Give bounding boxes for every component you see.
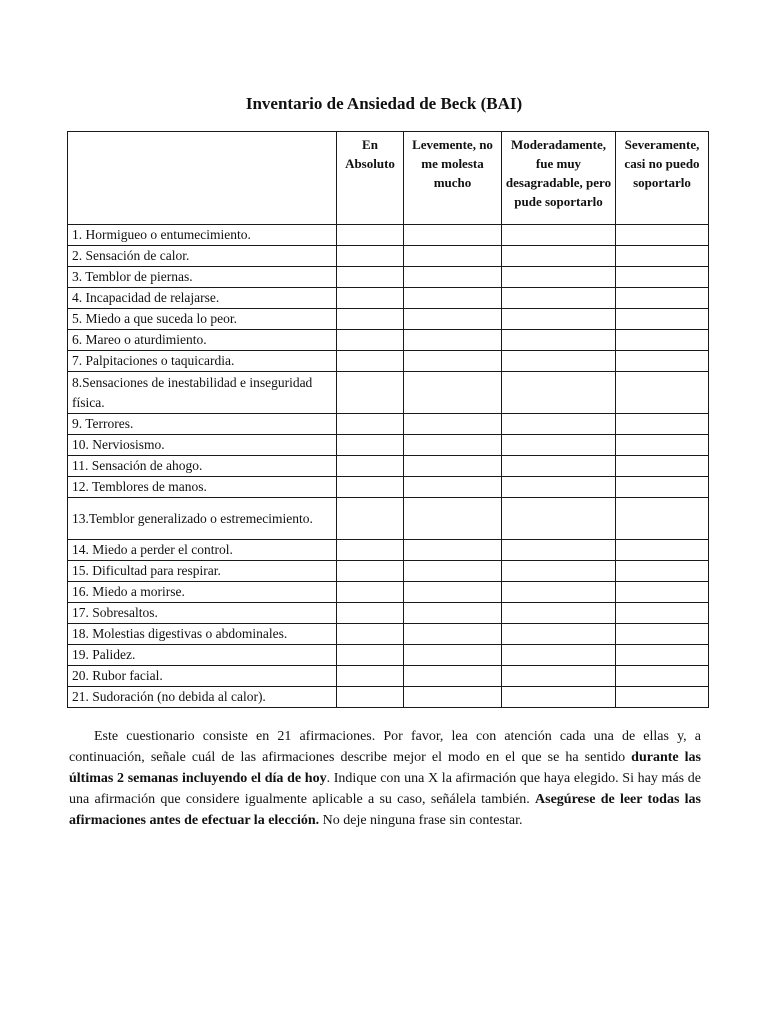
table-row <box>68 687 709 708</box>
answer-cell-moderadamente[interactable] <box>502 435 616 456</box>
document-title: Inventario de Ansiedad de Beck (BAI) <box>245 94 523 113</box>
item-label: 9. Terrores. <box>68 414 337 435</box>
answer-cell-en-absoluto[interactable] <box>337 624 404 645</box>
column-header-levemente: Levemente, no me molesta mucho <box>404 132 502 225</box>
answer-cell-en-absoluto[interactable] <box>337 498 404 540</box>
answer-cell-levemente[interactable] <box>404 246 502 267</box>
item-label: 1. Hormigueo o entumecimiento. <box>68 225 337 246</box>
answer-cell-en-absoluto[interactable] <box>337 603 404 624</box>
instructions-paragraph <box>69 726 701 831</box>
answer-cell-en-absoluto[interactable] <box>337 414 404 435</box>
table-row <box>68 645 709 666</box>
answer-cell-en-absoluto[interactable] <box>337 372 404 414</box>
table-row <box>68 435 709 456</box>
instructions-bold-period: durante las últimas 2 semanas incluyendo el día de hoy <box>69 750 701 786</box>
answer-cell-moderadamente[interactable] <box>502 582 616 603</box>
answer-cell-moderadamente[interactable] <box>502 351 616 372</box>
answer-cell-en-absoluto[interactable] <box>337 561 404 582</box>
answer-cell-levemente[interactable] <box>404 624 502 645</box>
answer-cell-levemente[interactable] <box>404 498 502 540</box>
answer-cell-moderadamente[interactable] <box>502 603 616 624</box>
answer-cell-en-absoluto[interactable] <box>337 288 404 309</box>
answer-cell-levemente[interactable] <box>404 372 502 414</box>
answer-cell-levemente[interactable] <box>404 414 502 435</box>
answer-cell-severamente[interactable] <box>616 477 709 498</box>
answer-cell-severamente[interactable] <box>616 288 709 309</box>
table-row <box>68 582 709 603</box>
item-label: 19. Palidez. <box>68 645 337 666</box>
answer-cell-severamente[interactable] <box>616 666 709 687</box>
table-row <box>68 288 709 309</box>
answer-cell-en-absoluto[interactable] <box>337 666 404 687</box>
answer-cell-levemente[interactable] <box>404 561 502 582</box>
table-row <box>68 246 709 267</box>
answer-cell-moderadamente[interactable] <box>502 666 616 687</box>
answer-cell-moderadamente[interactable] <box>502 288 616 309</box>
instructions-text-1: Este cuestionario consiste en 21 afirmaciones. Por favor, lea con atención cada una de ellas y, a continuación, señale cuál de las afirmaciones describe mejor el modo en el que se ha sentido <box>69 729 701 765</box>
table-row <box>68 456 709 477</box>
answer-cell-moderadamente[interactable] <box>502 687 616 708</box>
instructions-text-3: No deje ninguna frase sin contestar. <box>319 813 523 828</box>
answer-cell-moderadamente[interactable] <box>502 267 616 288</box>
answer-cell-severamente[interactable] <box>616 561 709 582</box>
table-row <box>68 372 709 414</box>
table-row <box>68 561 709 582</box>
table-row <box>68 540 709 561</box>
column-header-en-absoluto: En Absoluto <box>337 132 404 225</box>
answer-cell-moderadamente[interactable] <box>502 372 616 414</box>
answer-cell-levemente[interactable] <box>404 582 502 603</box>
column-header-moderadamente: Moderadamente, fue muy desagradable, pero pude soportarlo <box>502 132 616 225</box>
answer-cell-levemente[interactable] <box>404 225 502 246</box>
answer-cell-levemente[interactable] <box>404 477 502 498</box>
answer-cell-severamente[interactable] <box>616 645 709 666</box>
table-row <box>68 624 709 645</box>
answer-cell-moderadamente[interactable] <box>502 624 616 645</box>
item-label: 16. Miedo a morirse. <box>68 582 337 603</box>
table-row <box>68 309 709 330</box>
answer-cell-severamente[interactable] <box>616 435 709 456</box>
answer-cell-moderadamente[interactable] <box>502 309 616 330</box>
item-label: 15. Dificultad para respirar. <box>68 561 337 582</box>
answer-cell-levemente[interactable] <box>404 687 502 708</box>
item-label: 11. Sensación de ahogo. <box>68 456 337 477</box>
table-row <box>68 498 709 540</box>
item-label: 8.Sensaciones de inestabilidad e inseguridad física. <box>68 372 337 414</box>
table-row <box>68 414 709 435</box>
answer-cell-en-absoluto[interactable] <box>337 540 404 561</box>
answer-cell-en-absoluto[interactable] <box>337 246 404 267</box>
answer-cell-moderadamente[interactable] <box>502 561 616 582</box>
answer-cell-moderadamente[interactable] <box>502 540 616 561</box>
bai-table <box>67 131 709 708</box>
answer-cell-moderadamente[interactable] <box>502 330 616 351</box>
answer-cell-en-absoluto[interactable] <box>337 225 404 246</box>
table-header-row <box>68 132 709 225</box>
answer-cell-en-absoluto[interactable] <box>337 477 404 498</box>
table-row <box>68 267 709 288</box>
answer-cell-severamente[interactable] <box>616 372 709 414</box>
answer-cell-en-absoluto[interactable] <box>337 267 404 288</box>
answer-cell-en-absoluto[interactable] <box>337 687 404 708</box>
answer-cell-moderadamente[interactable] <box>502 246 616 267</box>
answer-cell-levemente[interactable] <box>404 456 502 477</box>
answer-cell-levemente[interactable] <box>404 435 502 456</box>
answer-cell-en-absoluto[interactable] <box>337 330 404 351</box>
item-label: 4. Incapacidad de relajarse. <box>68 288 337 309</box>
item-label: 13.Temblor generalizado o estremecimiento. <box>68 498 337 540</box>
item-label: 21. Sudoración (no debida al calor). <box>68 687 337 708</box>
answer-cell-moderadamente[interactable] <box>502 477 616 498</box>
item-label: 18. Molestias digestivas o abdominales. <box>68 624 337 645</box>
item-label: 3. Temblor de piernas. <box>68 267 337 288</box>
item-label: 10. Nerviosismo. <box>68 435 337 456</box>
answer-cell-en-absoluto[interactable] <box>337 456 404 477</box>
item-label: 17. Sobresaltos. <box>68 603 337 624</box>
column-header-severamente: Severamente, casi no puedo soportarlo <box>616 132 709 225</box>
answer-cell-severamente[interactable] <box>616 309 709 330</box>
answer-cell-en-absoluto[interactable] <box>337 309 404 330</box>
answer-cell-severamente[interactable] <box>616 498 709 540</box>
answer-cell-severamente[interactable] <box>616 246 709 267</box>
answer-cell-levemente[interactable] <box>404 309 502 330</box>
table-row <box>68 603 709 624</box>
item-label: 7. Palpitaciones o taquicardia. <box>68 351 337 372</box>
answer-cell-levemente[interactable] <box>404 330 502 351</box>
answer-cell-levemente[interactable] <box>404 645 502 666</box>
table-row <box>68 330 709 351</box>
answer-cell-levemente[interactable] <box>404 666 502 687</box>
answer-cell-en-absoluto[interactable] <box>337 435 404 456</box>
answer-cell-en-absoluto[interactable] <box>337 645 404 666</box>
table-row <box>68 666 709 687</box>
answer-cell-moderadamente[interactable] <box>502 645 616 666</box>
answer-cell-en-absoluto[interactable] <box>337 582 404 603</box>
answer-cell-severamente[interactable] <box>616 540 709 561</box>
table-row <box>68 477 709 498</box>
answer-cell-severamente[interactable] <box>616 414 709 435</box>
answer-cell-levemente[interactable] <box>404 540 502 561</box>
table-body <box>68 225 709 708</box>
instructions-text-2: . Indique con una X la afirmación que haya elegido. Si hay más de una afirmación que considere igualmente aplicable a su caso, señálela también. <box>69 771 701 807</box>
answer-cell-moderadamente[interactable] <box>502 225 616 246</box>
answer-cell-severamente[interactable] <box>616 225 709 246</box>
table-row <box>68 225 709 246</box>
item-label: 5. Miedo a que suceda lo peor. <box>68 309 337 330</box>
item-label: 14. Miedo a perder el control. <box>68 540 337 561</box>
answer-cell-moderadamente[interactable] <box>502 414 616 435</box>
answer-cell-en-absoluto[interactable] <box>337 351 404 372</box>
answer-cell-severamente[interactable] <box>616 624 709 645</box>
item-label: 2. Sensación de calor. <box>68 246 337 267</box>
answer-cell-levemente[interactable] <box>404 267 502 288</box>
answer-cell-severamente[interactable] <box>616 687 709 708</box>
answer-cell-severamente[interactable] <box>616 351 709 372</box>
answer-cell-moderadamente[interactable] <box>502 456 616 477</box>
answer-cell-severamente[interactable] <box>616 603 709 624</box>
instructions-bold-read-all: Asegúrese de leer todas las afirmaciones antes de efectuar la elección. <box>69 792 701 828</box>
answer-cell-severamente[interactable] <box>616 267 709 288</box>
answer-cell-severamente[interactable] <box>616 330 709 351</box>
column-header-item <box>68 132 337 225</box>
item-label: 6. Mareo o aturdimiento. <box>68 330 337 351</box>
answer-cell-severamente[interactable] <box>616 456 709 477</box>
answer-cell-moderadamente[interactable] <box>502 498 616 540</box>
answer-cell-levemente[interactable] <box>404 351 502 372</box>
answer-cell-levemente[interactable] <box>404 603 502 624</box>
answer-cell-levemente[interactable] <box>404 288 502 309</box>
table-row <box>68 351 709 372</box>
answer-cell-severamente[interactable] <box>616 582 709 603</box>
item-label: 12. Temblores de manos. <box>68 477 337 498</box>
item-label: 20. Rubor facial. <box>68 666 337 687</box>
